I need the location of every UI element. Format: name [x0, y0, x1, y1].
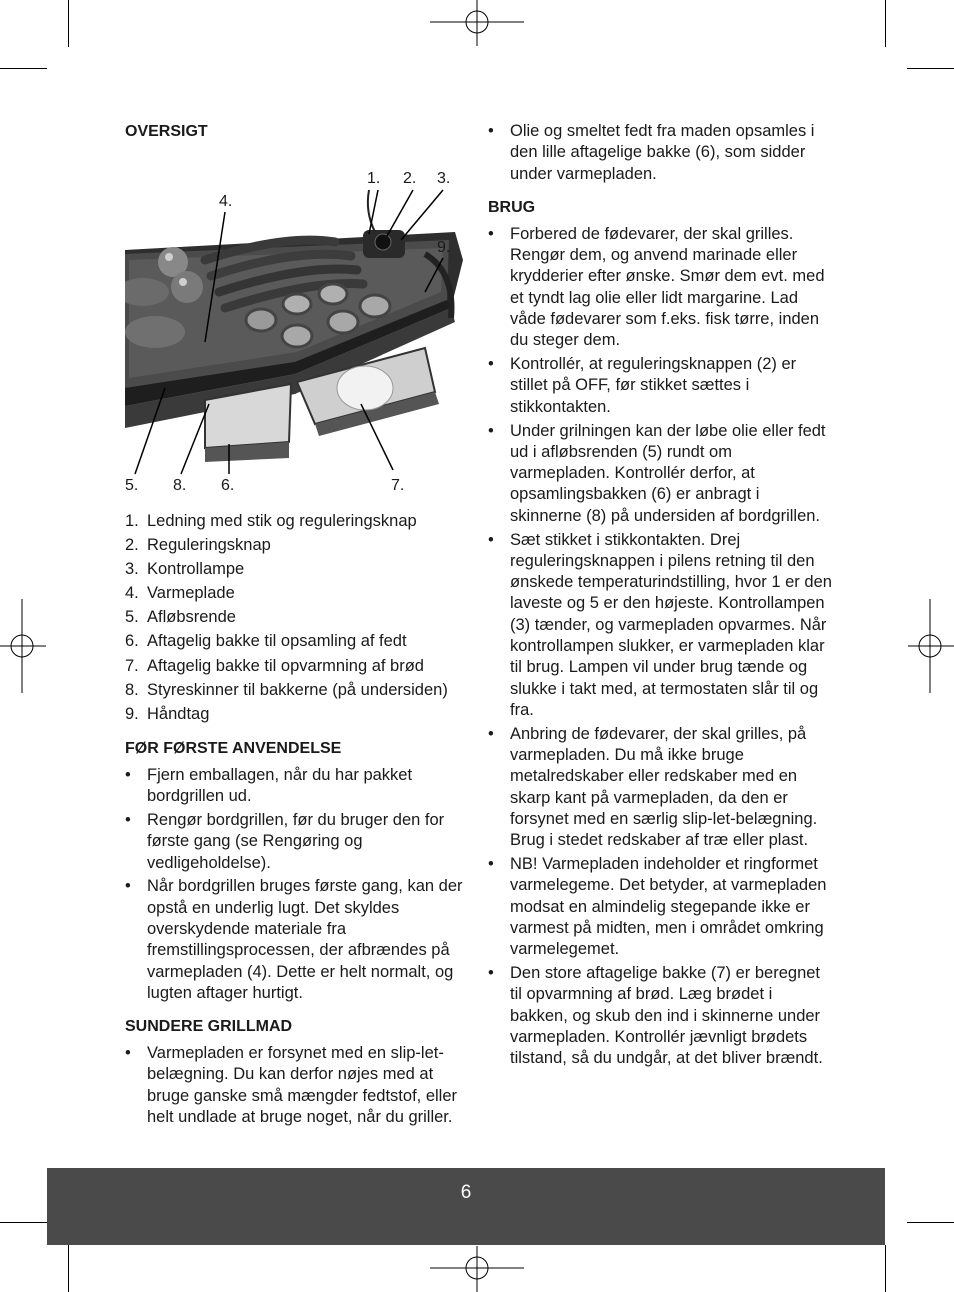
crop-mark [68, 0, 69, 47]
list-item: • Under grilningen kan der løbe olie eller fedt ud i afløbsrenden (5) rundt om varmepladen. Kontrollér derfor, at opsamlingsbakken (6) er anbragt i skinnerne (8) på undersiden af bordgrillen. [488, 421, 833, 527]
usage-heading: BRUG [488, 198, 536, 216]
list-item: • Forbered de fødevarer, der skal grilles. Rengør dem, og anvend marinade eller krydderier efter ønske. Smør dem evt. med et tyndt lag olie eller lidt margarine. Lad våde fødevarer som f.eks. fisk tørre, inden du steger dem. [488, 224, 833, 352]
right-top-list [488, 121, 833, 185]
list-item: • Anbring de fødevarer, der skal grilles, på varmepladen. Du må ikke bruge metalredskaber eller redskaber med en skarp kant på varmepladen, da den er forsynet med en særlig slip-let-belægning. Brug i stedet redskaber af træ eller plast. [488, 724, 833, 852]
list-item: 7. Aftagelig bakke til opvarmning af brød [125, 656, 424, 675]
callout-5: 5. [125, 477, 139, 494]
callout-1: 1. [367, 170, 381, 187]
healthier-list [125, 1043, 465, 1128]
callout-6: 6. [221, 477, 235, 494]
registration-mark-right [908, 599, 954, 693]
crop-mark [907, 1222, 954, 1223]
crop-mark [68, 1245, 69, 1292]
callout-8: 8. [173, 477, 187, 494]
overview-heading: OVERSIGT [125, 123, 208, 140]
grill-illustration [125, 142, 465, 494]
callout-3: 3. [437, 170, 451, 187]
crop-mark [0, 1222, 47, 1223]
list-item: • Olie og smeltet fedt fra maden opsamles i den lille aftagelige bakke (6), som sidder under varmepladen. [488, 121, 833, 185]
page-number: 6 [460, 1182, 472, 1203]
list-item: • NB! Varmepladen indeholder et ringformet varmelegeme. Det betyder, at varmepladen modsat en almindelig stegepande ikke er varmest på midten, men i området omkring varmelegemet. [488, 854, 833, 960]
callout-7: 7. [391, 477, 405, 494]
list-item: 4. Varmeplade [125, 584, 235, 603]
before-first-use-heading: FØR FØRSTE ANVENDELSE [125, 739, 342, 757]
list-item: 9. Håndtag [125, 704, 210, 723]
list-item: • Rengør bordgrillen, før du bruger den for første gang (se Rengøring og vedligeholdelse). [125, 810, 465, 874]
list-item: 6. Aftagelig bakke til opsamling af fedt [125, 632, 407, 651]
list-item: 3. Kontrollampe [125, 560, 245, 579]
footer-bar [47, 1168, 885, 1245]
registration-mark-top [430, 0, 524, 46]
list-item: 1. Ledning med stik og reguleringsknap [125, 512, 417, 530]
healthier-heading: SUNDERE GRILLMAD [125, 1018, 293, 1036]
before-first-use-list [125, 765, 465, 1004]
list-item: • Sæt stikket i stikkontakten. Drej reguleringsknappen i pilens retning til den ønskede temperaturindstilling, hvor 1 er den laveste og 5 er den højeste. Kontrollampen (3) tænder, og varmepladen opvarmes. Når kontrollampen slukker, er varmepladen klar til brug. Lampen vil under brug tænde og slukke i takt med, at termostaten slår til og fra. [488, 530, 833, 722]
usage-list [488, 224, 833, 1070]
list-item: 2. Reguleringsknap [125, 536, 271, 555]
list-item: • Kontrollér, at reguleringsknappen (2) er stillet på OFF, før stikket sættes i stikkontakten. [488, 354, 833, 418]
right-column [488, 121, 833, 1072]
list-item: • Fjern emballagen, når du har pakket bordgrillen ud. [125, 765, 465, 808]
registration-mark-bottom [430, 1246, 524, 1292]
grill-drawing [125, 142, 465, 478]
registration-mark-left [0, 599, 46, 693]
list-item: • Varmepladen er forsynet med en slip-let-belægning. Du kan derfor nøjes med at bruge ganske små mængder fedtstof, eller helt undlade at bruge noget, når du griller. [125, 1043, 465, 1128]
callout-4: 4. [219, 193, 233, 210]
crop-mark [0, 68, 47, 69]
callout-9: 9. [437, 239, 451, 256]
parts-list [125, 509, 465, 726]
list-item: 8. Styreskinner til bakkerne (på undersiden) [125, 680, 448, 699]
crop-mark [885, 0, 886, 47]
callout-2: 2. [403, 170, 417, 187]
list-item: • Den store aftagelige bakke (7) er beregnet til opvarmning af brød. Læg brødet i bakken, og skub den ind i skinnerne under varmepladen. Kontrollér jævnligt brødets tilstand, så du undgår, at det bliver brændt. [488, 963, 833, 1069]
left-column [125, 121, 465, 1131]
crop-mark [907, 68, 954, 69]
list-item: 5. Afløbsrende [125, 608, 236, 627]
list-item: • Når bordgrillen bruges første gang, kan der opstå en underlig lugt. Det skyldes overskydende materiale fra fremstillingsprocessen, der afbrændes på varmepladen (4). Dette er helt normalt, og lugten aftager hurtigt. [125, 876, 465, 1004]
crop-mark [885, 1245, 886, 1292]
